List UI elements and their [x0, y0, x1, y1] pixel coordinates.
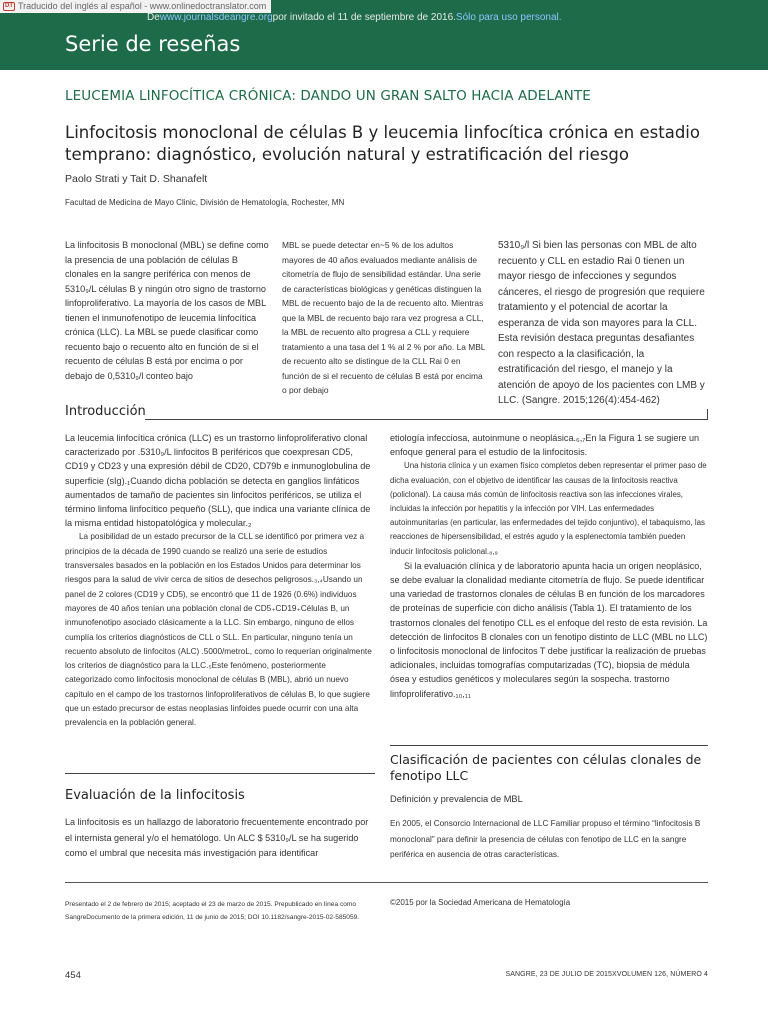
intro-right-paragraph-1: etiología infecciosa, autoinmune o neoplásica.₆,₇En la Figura 1 se sugiere un enfoque general para el estudio de la linfocitosis. [390, 433, 700, 458]
classification-divider [390, 745, 708, 746]
article-authors: Paolo Strati y Tait D. Shanafelt [65, 173, 208, 185]
article-kicker: LEUCEMIA LINFOCÍTICA CRÓNICA: DANDO UN GRAN SALTO HACIA ADELANTE [65, 88, 591, 104]
evaluation-divider [65, 773, 375, 774]
article-affiliation: Facultad de Medicina de Mayo Clinic, División de Hematología, Rochester, MN [65, 198, 345, 207]
intro-right-paragraph-3-text: Si la evaluación clínica y de laboratorio apunta hacia un origen neoplásico, se debe evaluar la clonalidad mediante citometría de flujo. Se puede identificar una variedad de trastornos clonales de células B en función de los marcadores de proteínas de superficie con dicho análisis (Tabla 1). El tratamiento de los trastornos clonales del fenotipo CLL es el enfoque del resto de esta revisión. La detección de linfocitos B clonales con un fenotipo distinto de LLC (MBL no LLC) o linfocitosis monoclonal de linfocitos T debe justificar la realización de pruebas adicionales, incluidas tomografías computarizadas (TC), biopsia de médula ósea y estudios genéticos y moleculares según la sospecha. trastorno linfoproliferativo.₁₀,₁₁ [390, 560, 708, 699]
running-head: SANGRE, 23 DE JULIO DE 2015XVOLUMEN 126, NÚMERO 4 [505, 971, 708, 978]
abstract-column-1: La linfocitosis B monoclonal (MBL) se define como la presencia de una población de células B clonales en la sangre periférica con menos de 5310₉/L células B y ningún otro signo de trastorno linfoproliferativo. La mayoría de los casos de MBL tienen el inmunofenotipo de leucemia linfocítica crónica (LLC). La MBL se puede clasificar como recuento bajo o recuento alto en función de si el recuento de células B está por encima o por debajo de 0,5310₉/l conteo bajo [65, 240, 269, 381]
abstract-column-2: MBL se puede detectar en~5 % de los adultos mayores de 40 años evaluados mediante análisis de citometría de flujo de sensibilidad estándar. Una serie de características biológicas y genéticas distinguen la MBL de recuento bajo de la de recuento alto. Mientras que la MBL de recuento bajo rara vez progresa a CLL, la MBL de recuento alto progresa a CLL y requiere tratamiento a una tasa del 1 % al 2 % por año. La MBL de recuento alto se distingue de la CLL Rai 0 en función de si el recuento de células B está por encima o por debajo [282, 240, 486, 395]
personal-use-link[interactable]: Sólo para uso personal. [455, 12, 562, 23]
series-title: Serie de reseñas [65, 32, 241, 56]
translator-badge-text: Traducido del inglés al español - www.onlinedoctranslator.com [18, 1, 267, 11]
journal-link[interactable]: www.journalsdeangre.org [159, 12, 273, 23]
translate-icon: DT [5, 3, 13, 9]
classification-body: En 2005, el Consorcio Internacional de LLC Familiar propuso el término “linfocitosis B monoclonal” para definir la presencia de células con fenotipo de LLC en la sangre periférica en ausencia de otras características. [390, 819, 701, 859]
article-title: Linfocitosis monoclonal de células B y leucemia linfocítica crónica en estadio temprano: diagnóstico, evolución natural y estratificación del riesgo [65, 123, 700, 164]
section-divider-stub [707, 409, 708, 420]
abstract-column-3: 5310₉/l Si bien las personas con MBL de alto recuento y CLL en estadio Rai 0 tienen un mayor riesgo de infecciones y segundos cánceres, el riesgo de progresión que requiere tratamiento y el potencial de acortar la esperanza de vida son mayores para la CLL. Esta revisión destaca preguntas desafiantes con respecto a la clasificación, la estratificación del riesgo, el manejo y la atención de apoyo de los pacientes con LMB y LLC. (Sangre. 2015;126(4):454-462) [498, 240, 705, 406]
classification-heading: Clasificación de pacientes con células clonales de fenotipo LLC [390, 752, 702, 783]
intro-paragraph-2-text: La posibilidad de un estado precursor de la CLL se identificó por primera vez a principios de la década de 1990 cuando se realizó una serie de estudios transversales basados en la población en los Estados Unidos para determinar los riesgos para la salud de vivir cerca de sitios de desechos peligrosos.₃,₄Usando un panel de 2 colores (CD19 y CD5), se encontró que 11 de 1926 (0.6%) individuos mayores de 40 años tenían una población clonal de CD5₊CD19₊Células B, un inmunofenotipo asociado clásicamente a la LLC. Sin embargo, ninguno de ellos cumplía los criterios diagnósticos de CLL o SLL. En particular, ninguno tenía un recuento absoluto de linfocitos (ALC) .5000/metroL, como lo requerían originalmente los criterios de diagnóstico para la LLC.₅Este fenómeno, posteriormente categorizado como linfocitosis monoclonal de células B (MBL), abrió un nuevo capítulo en el campo de los trastornos linfoproliferativos de células B, lo que sugiere que un estado precursor de estas neoplasias linfoides puede ocurrir con una alta prevalencia en la población general. [65, 532, 372, 728]
intro-right-paragraph-3 [390, 559, 708, 701]
introduction-heading: Introducción [65, 404, 146, 419]
intro-paragraph-2 [65, 530, 375, 730]
evaluation-body: La linfocitosis es un hallazgo de laboratorio frecuentemente encontrado por el internista general y/o el hematólogo. Un ALC $ 5310₉/L se ha sugerido como el umbral que necesita más investigación para identificar [65, 817, 369, 858]
classification-subheading: Definición y prevalencia de MBL [390, 794, 523, 804]
intro-right-paragraph-2-text: Una historia clínica y un examen físico completos deben representar el primer paso de dicha evaluación, con el objetivo de identificar las causas de la linfocitosis reactiva (policlonal). La causa más común de linfocitosis reactiva son las infecciones virales, incluidas la infección por hepatitis y la infección por VIH. Las enfermedades autoinmunitarias (en particular, las enfermedades del tejido conjuntivo), el tabaquismo, las reacciones de hipersensibilidad, el estrés agudo y la esplenectomía también pueden inducir linfocitosis policlonal.₈,₉ [390, 461, 707, 556]
intro-right-paragraph-2 [390, 459, 708, 558]
download-middle: por invitado el 11 de septiembre de 2016. [272, 12, 456, 23]
introduction-right-column [390, 431, 708, 701]
section-divider [145, 419, 708, 420]
introduction-left-column [65, 431, 375, 731]
download-prefix: De [147, 12, 160, 23]
page-number: 454 [65, 970, 81, 981]
journal-header-bar [0, 0, 768, 70]
footer-divider [65, 882, 708, 883]
submission-note: Presentado el 2 de febrero de 2015; aceptado el 23 de marzo de 2015. Prepublicado en línea como SangreDocumento de la primera edición, 11 de junio de 2015; DOI 10.1182/sangre-2015-02-585059. [65, 901, 360, 921]
intro-paragraph-1: La leucemia linfocítica crónica (LLC) es un trastorno linfoproliferativo clonal caracterizado por .5310₉/L linfocitos B periféricos que coexpresan CD5, CD19 y CD23 y una expresión débil de CD20, CD79b e inmunoglobulina de superficie (sIg).₁Cuando dicha población se detecta en ganglios linfáticos aumentados de tamaño de pacientes sin linfocitos periféricos, se utiliza el término linfoma linfocítico pequeño (SLL), que indica una variante clínica de la misma entidad histopatológica y molecular.₂ [65, 433, 371, 529]
copyright-note: ©2015 por la Sociedad Americana de Hematología [390, 898, 571, 907]
download-notice [147, 12, 562, 23]
evaluation-heading: Evaluación de la linfocitosis [65, 788, 245, 803]
